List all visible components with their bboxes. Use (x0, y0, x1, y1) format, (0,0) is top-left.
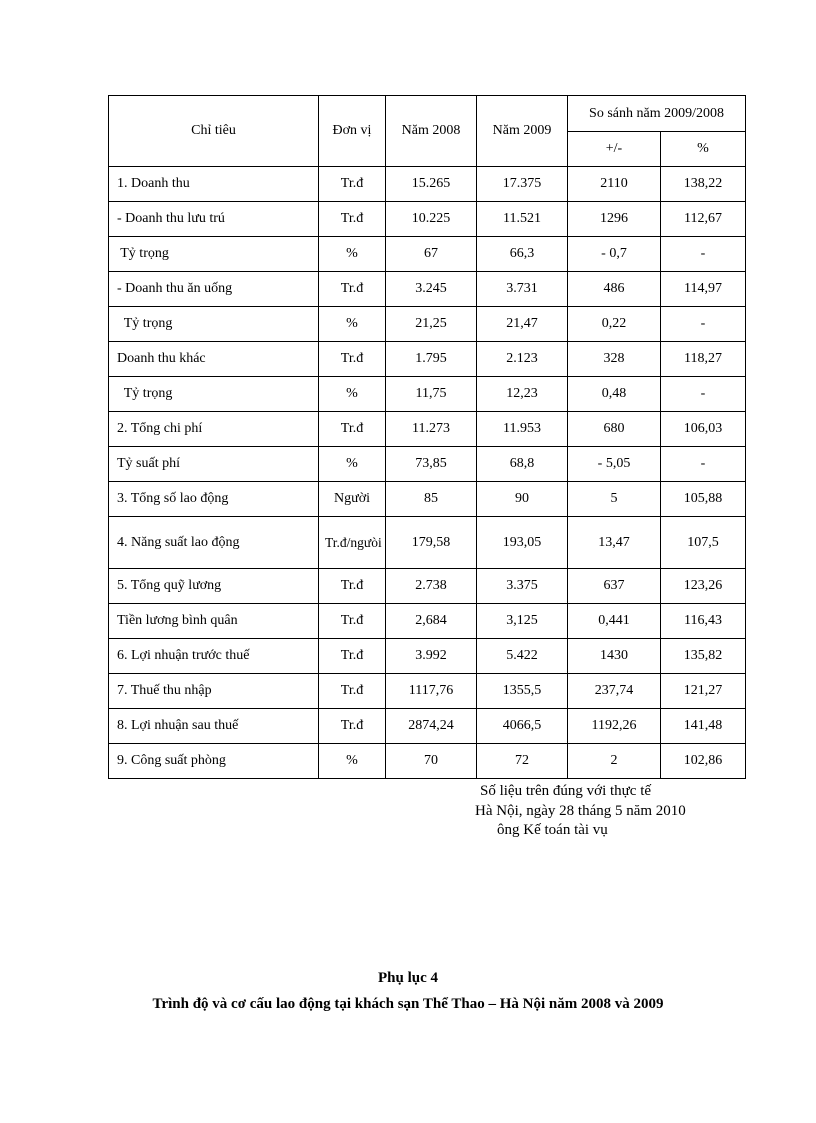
cell-difference: 0,441 (568, 604, 661, 639)
appendix-subtitle: Trình độ và cơ cấu lao động tại khách sạn Thể Thao – Hà Nội năm 2008 và 2009 (152, 996, 664, 1012)
cell-difference: 2 (568, 744, 661, 779)
cell-year-2009: 4066,5 (477, 709, 568, 744)
header-year-2009: Năm 2009 (477, 96, 568, 167)
header-percent: % (661, 132, 746, 167)
cell-difference: 0,22 (568, 307, 661, 342)
cell-indicator: Tỷ trọng (109, 237, 319, 272)
cell-difference: - 0,7 (568, 237, 661, 272)
cell-percent: 123,26 (661, 569, 746, 604)
cell-year-2008: 1.795 (386, 342, 477, 377)
cell-year-2009: 5.422 (477, 639, 568, 674)
cell-unit: Người (319, 482, 386, 517)
cell-year-2008: 2874,24 (386, 709, 477, 744)
cell-percent: 106,03 (661, 412, 746, 447)
cell-difference: 637 (568, 569, 661, 604)
cell-year-2008: 2,684 (386, 604, 477, 639)
cell-difference: 237,74 (568, 674, 661, 709)
table-body (109, 167, 746, 779)
cell-year-2008: 3.245 (386, 272, 477, 307)
cell-unit: Tr.đ (319, 342, 386, 377)
appendix-title: Phụ lục 4 (377, 970, 438, 986)
cell-difference: 1296 (568, 202, 661, 237)
table-row (109, 272, 746, 307)
cell-year-2008: 10.225 (386, 202, 477, 237)
cell-difference: 13,47 (568, 517, 661, 569)
cell-percent: - (661, 237, 746, 272)
cell-unit: % (319, 307, 386, 342)
header-comparison: So sánh năm 2009/2008 (568, 96, 746, 132)
cell-year-2009: 66,3 (477, 237, 568, 272)
cell-percent: 135,82 (661, 639, 746, 674)
cell-difference: 0,48 (568, 377, 661, 412)
cell-year-2008: 21,25 (386, 307, 477, 342)
cell-percent: 118,27 (661, 342, 746, 377)
cell-difference: 486 (568, 272, 661, 307)
cell-indicator: 6. Lợi nhuận trước thuế (109, 639, 319, 674)
cell-year-2009: 193,05 (477, 517, 568, 569)
cell-year-2008: 3.992 (386, 639, 477, 674)
cell-year-2008: 67 (386, 237, 477, 272)
cell-year-2008: 11,75 (386, 377, 477, 412)
cell-unit: Tr.đ (319, 412, 386, 447)
cell-percent: - (661, 447, 746, 482)
cell-year-2009: 2.123 (477, 342, 568, 377)
cell-percent: - (661, 377, 746, 412)
cell-indicator: Tiền lương bình quân (109, 604, 319, 639)
cell-difference: 2110 (568, 167, 661, 202)
cell-percent: 141,48 (661, 709, 746, 744)
table-row (109, 482, 746, 517)
cell-unit: Tr.đ (319, 674, 386, 709)
cell-year-2008: 2.738 (386, 569, 477, 604)
cell-year-2009: 11.521 (477, 202, 568, 237)
cell-difference: 680 (568, 412, 661, 447)
table-row (109, 744, 746, 779)
cell-percent: 121,27 (661, 674, 746, 709)
cell-unit: % (319, 447, 386, 482)
cell-year-2009: 3,125 (477, 604, 568, 639)
cell-indicator: Tỷ trọng (109, 377, 319, 412)
cell-indicator: 9. Công suất phòng (109, 744, 319, 779)
cell-percent: 105,88 (661, 482, 746, 517)
cell-unit: Tr.đ (319, 202, 386, 237)
table-row (109, 604, 746, 639)
header-unit: Đơn vị (319, 96, 386, 167)
table-row (109, 709, 746, 744)
cell-difference: 328 (568, 342, 661, 377)
table-row (109, 639, 746, 674)
table-row (109, 447, 746, 482)
cell-year-2009: 68,8 (477, 447, 568, 482)
cell-indicator: 5. Tổng quỹ lương (109, 569, 319, 604)
table-row (109, 237, 746, 272)
cell-indicator: 1. Doanh thu (109, 167, 319, 202)
cell-percent: 107,5 (661, 517, 746, 569)
table-row (109, 674, 746, 709)
note-line-2: Hà Nội, ngày 28 tháng 5 năm 2010 (475, 803, 686, 819)
cell-year-2009: 3.731 (477, 272, 568, 307)
cell-year-2009: 3.375 (477, 569, 568, 604)
cell-indicator: Doanh thu khác (109, 342, 319, 377)
table-row (109, 307, 746, 342)
cell-unit: % (319, 744, 386, 779)
table-row (109, 569, 746, 604)
table-row (109, 517, 746, 569)
cell-year-2009: 17.375 (477, 167, 568, 202)
cell-indicator: 3. Tổng số lao động (109, 482, 319, 517)
cell-year-2009: 12,23 (477, 377, 568, 412)
cell-unit: % (319, 237, 386, 272)
header-indicator: Chỉ tiêu (109, 96, 319, 167)
table-row (109, 342, 746, 377)
cell-year-2008: 179,58 (386, 517, 477, 569)
cell-unit: Tr.đ (319, 604, 386, 639)
cell-indicator: Tỷ suất phí (109, 447, 319, 482)
table-row (109, 412, 746, 447)
cell-unit: Tr.đ (319, 167, 386, 202)
financial-indicators-table (108, 95, 746, 779)
cell-unit: % (319, 377, 386, 412)
cell-percent: - (661, 307, 746, 342)
cell-year-2009: 72 (477, 744, 568, 779)
cell-percent: 112,67 (661, 202, 746, 237)
cell-unit: Tr.đ (319, 709, 386, 744)
cell-indicator: 7. Thuế thu nhập (109, 674, 319, 709)
cell-indicator: - Doanh thu lưu trú (109, 202, 319, 237)
cell-unit: Tr.đ/ngưòi (319, 517, 386, 569)
table-row (109, 202, 746, 237)
cell-percent: 114,97 (661, 272, 746, 307)
cell-unit: Tr.đ (319, 639, 386, 674)
cell-indicator: 8. Lợi nhuận sau thuế (109, 709, 319, 744)
cell-year-2009: 21,47 (477, 307, 568, 342)
cell-percent: 116,43 (661, 604, 746, 639)
cell-year-2009: 1355,5 (477, 674, 568, 709)
cell-year-2008: 70 (386, 744, 477, 779)
note-line-3: ông Kế toán tài vụ (497, 822, 608, 838)
cell-difference: 1430 (568, 639, 661, 674)
cell-year-2008: 11.273 (386, 412, 477, 447)
cell-indicator: 4. Năng suất lao động (109, 517, 319, 569)
header-difference: +/- (568, 132, 661, 167)
cell-difference: 5 (568, 482, 661, 517)
cell-year-2009: 11.953 (477, 412, 568, 447)
cell-year-2009: 90 (477, 482, 568, 517)
cell-year-2008: 73,85 (386, 447, 477, 482)
table-row (109, 167, 746, 202)
cell-unit: Tr.đ (319, 272, 386, 307)
header-year-2008: Năm 2008 (386, 96, 477, 167)
cell-unit: Tr.đ (319, 569, 386, 604)
cell-percent: 138,22 (661, 167, 746, 202)
cell-year-2008: 1117,76 (386, 674, 477, 709)
cell-year-2008: 85 (386, 482, 477, 517)
cell-indicator: Tỷ trọng (109, 307, 319, 342)
cell-difference: 1192,26 (568, 709, 661, 744)
cell-year-2008: 15.265 (386, 167, 477, 202)
cell-percent: 102,86 (661, 744, 746, 779)
table-row (109, 377, 746, 412)
note-line-1: Số liệu trên đúng với thực tế (480, 783, 652, 799)
cell-indicator: - Doanh thu ăn uống (109, 272, 319, 307)
cell-indicator: 2. Tổng chi phí (109, 412, 319, 447)
cell-difference: - 5,05 (568, 447, 661, 482)
